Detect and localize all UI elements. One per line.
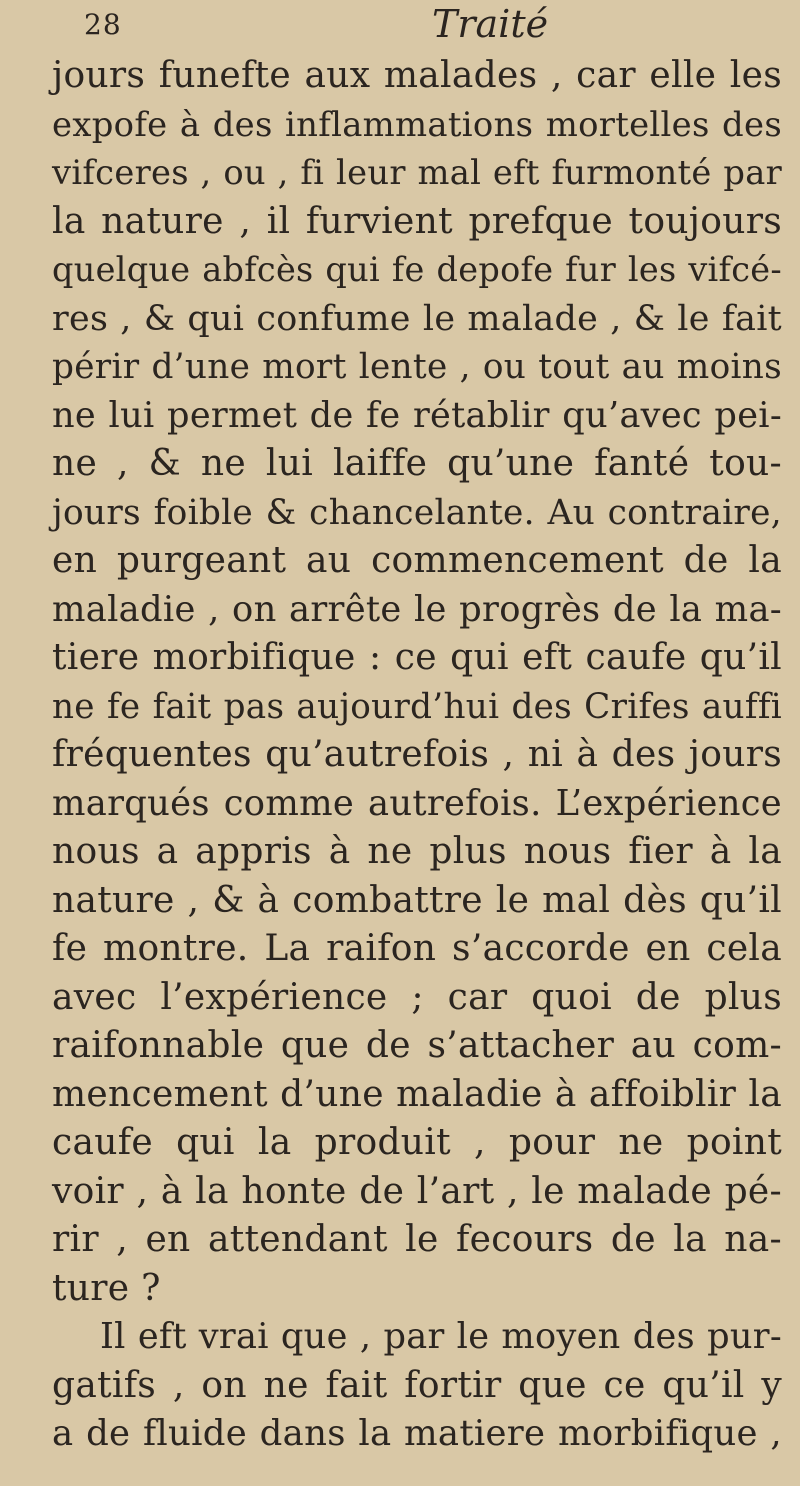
text-line: voir , à la honte de l’art , le malade pé- — [52, 1170, 782, 1212]
text-line: a de fluide dans la matiere morbifique , — [52, 1413, 782, 1454]
text-line: nature , & à combattre le mal dès qu’il — [52, 879, 782, 921]
text-line: ne , & ne lui laiffe qu’une fanté tou- — [52, 443, 782, 484]
body-text — [52, 52, 782, 1459]
running-title: Traité — [432, 2, 549, 46]
text-line: ne lui permet de fe rétablir qu’avec pei- — [52, 394, 782, 436]
text-line: rir , en attendant le fecours de la na- — [52, 1219, 782, 1260]
text-line: fréquentes qu’autrefois , ni à des jours — [52, 734, 782, 775]
text-line: jours foible & chancelante. Au contraire, — [52, 492, 782, 533]
text-line: tiere morbifique : ce qui eft caufe qu’il — [52, 637, 782, 678]
text-line: ne fe fait pas aujourd’hui des Crifes auffi — [52, 686, 782, 727]
text-line: raifonnable que de s’attacher au com- — [52, 1025, 782, 1066]
text-line: mencement d’une maladie à affoiblir la — [52, 1073, 782, 1115]
running-head — [52, 0, 782, 52]
text-line: jours funefte aux malades , car elle les — [52, 55, 782, 96]
text-line: périr d’une mort lente , ou tout au moins — [52, 347, 782, 387]
text-line: gatifs , on ne fait fortir que ce qu’il y — [52, 1364, 782, 1406]
text-line: fe montre. La raifon s’accorde en cela — [52, 928, 782, 969]
text-line: avec l’expérience ; car quoi de plus — [52, 976, 782, 1018]
text-line: vifceres , ou , fi leur mal eft furmonté par — [52, 153, 782, 192]
text-line: maladie , on arrête le progrès de la ma- — [52, 588, 782, 630]
text-line: marqués comme autrefois. L’expérience — [52, 782, 782, 824]
text-line: Il eft vrai que , par le moyen des pur- — [100, 1316, 782, 1357]
text-line: nous a appris à ne plus nous fier à la — [52, 831, 782, 872]
text-line: ture ? — [52, 1267, 161, 1309]
text-line: caufe qui la produit , pour ne point — [52, 1122, 782, 1163]
text-line: res , & qui confume le malade , & le fait — [52, 298, 782, 339]
text-line: expofe à des inflammations mortelles des — [52, 104, 782, 144]
text-line: la nature , il furvient prefque toujours — [52, 200, 782, 242]
page-number: 28 — [84, 8, 122, 41]
text-line: en purgeant au commencement de la — [52, 540, 782, 581]
text-line: quelque abfcès qui fe depofe fur les vifcé- — [52, 250, 782, 289]
